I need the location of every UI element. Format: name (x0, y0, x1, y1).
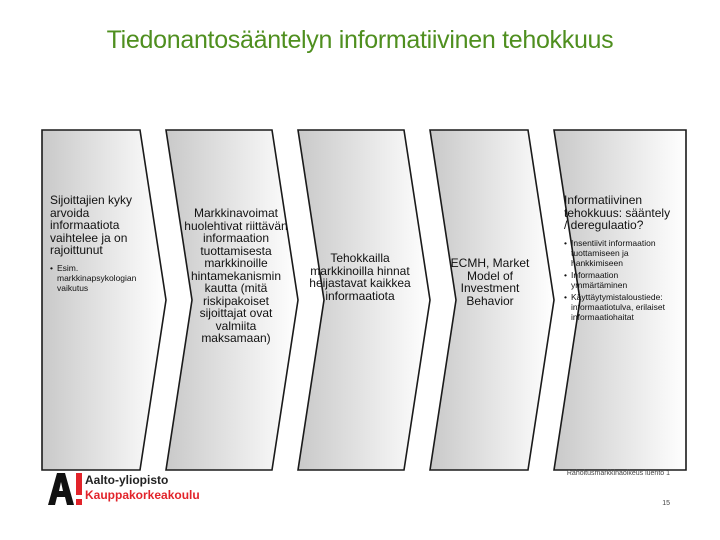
footer-course: Rahoitusmarkkinaoikeus luento 1 (566, 470, 670, 477)
box-4-text (446, 257, 534, 307)
aalto-logo-icon (48, 472, 84, 506)
box-1-bullets (50, 263, 148, 293)
box-3-main: Tehokkailla markkinoilla hinnat heijastavat kaikkea informaatiota (309, 251, 411, 303)
box-1-main: Sijoittajien kyky arvoida informaatiota vaihtelee ja on rajoittunut (50, 193, 133, 257)
box-5-main: Informatiivinen tehokkuus: sääntely / deregulaatio? (564, 193, 671, 232)
box-5-bullet: • Informaation ymmärtäminen (564, 270, 676, 290)
box-2-text (184, 207, 288, 345)
page-number: 15 (662, 500, 670, 507)
logo-line-1: Aalto-yliopisto (85, 473, 169, 487)
box-5-bullet: • Insentiivit informaation tuottamiseen ja hankkimiseen (564, 238, 676, 268)
page-title: Tiedonantosääntelyn informatiivinen tehokkuus (106, 26, 614, 54)
box-1-text (50, 194, 148, 295)
chevron-shape-1 (42, 130, 166, 470)
box-5-text (564, 194, 676, 324)
box-5-bullet: • Käyttäytymistaloustiede: informaatiotulva, erilaiset informaatiohaitat (564, 292, 676, 322)
box-4-main: ECMH, Market Model of Investment Behavior (450, 256, 530, 308)
box-2-main: Markkinavoimat huolehtivat riittävän informaation tuottamisesta markkinoille hintamekanismin kautta (mitä riskipakoiset sijoittajat ovat valmiita maksamaan) (184, 206, 288, 345)
box-1-bullet: • Esim. markkinapsykologian vaikutus (50, 263, 148, 293)
logo-line-2: Kauppakorkeakoulu (85, 488, 200, 502)
box-3-text (308, 252, 412, 302)
box-5-bullets (564, 238, 676, 322)
